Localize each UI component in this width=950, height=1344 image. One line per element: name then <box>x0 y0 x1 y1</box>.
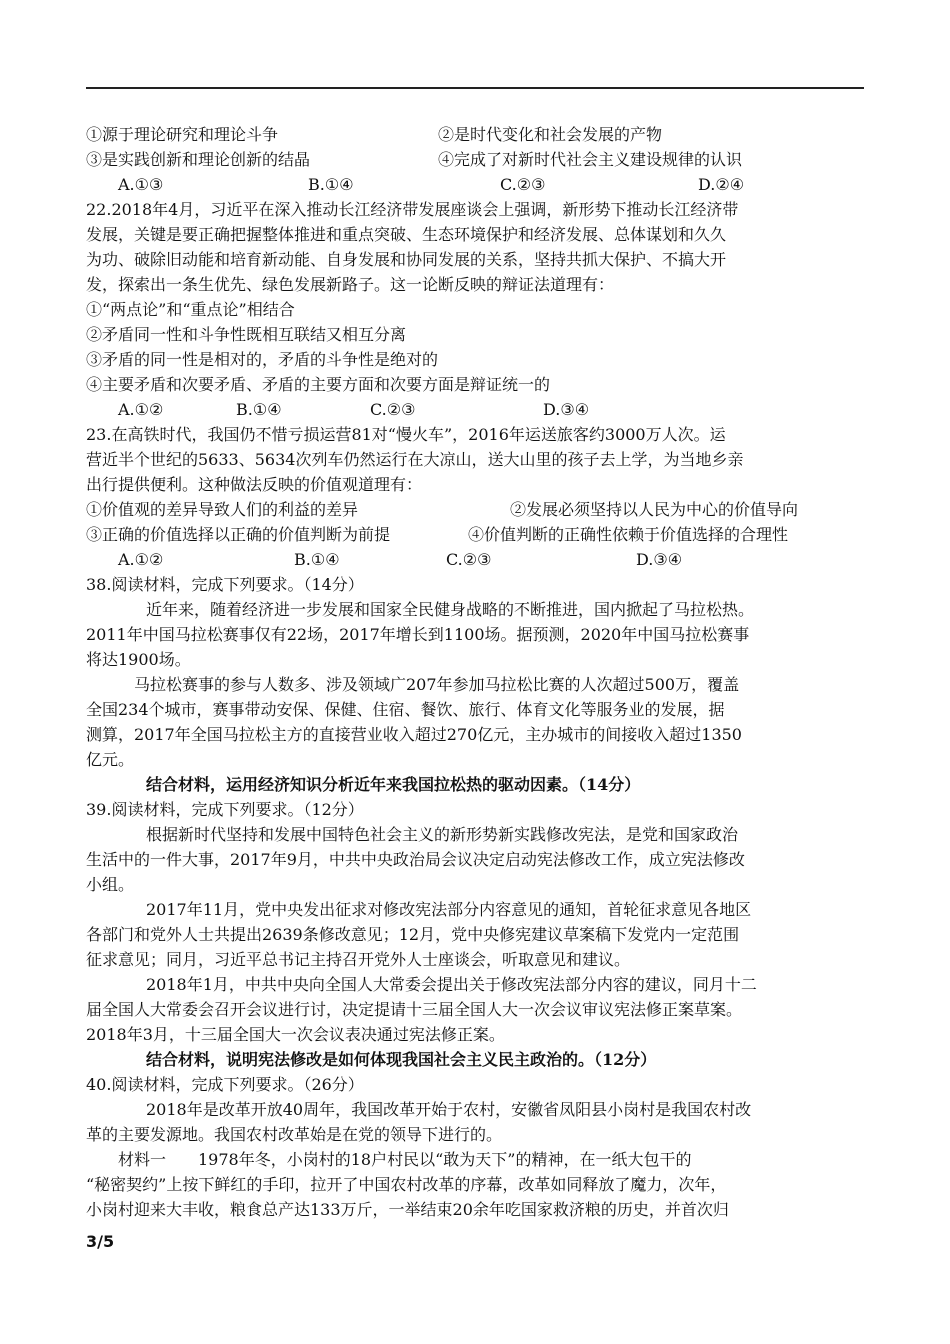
q21-option-4: ④完成了对新时代社会主义建设规律的认识 <box>438 150 743 169</box>
q39-task: 结合材料，说明宪法修改是如何体现我国社会主义民主政治的。（12分） <box>146 1050 657 1069</box>
q40-title: 40.阅读材料，完成下列要求。（26分） <box>86 1075 364 1094</box>
q22-option: ②矛盾同一性和斗争性既相互联结又相互分离 <box>86 325 407 344</box>
q39-paragraph-line: 各部门和党外人士共提出2639条修改意见；12月，党中央修宪建议草案稿下发党内一定范围 <box>86 925 740 944</box>
q21-option-1: ①源于理论研究和理论斗争 <box>86 125 279 144</box>
q23-stem-line: 23.在高铁时代，我国仍不惜亏损运营81对“慢火车”，2016年运送旅客约3000万人次。运 <box>86 425 726 444</box>
q23-option-2: ②发展必须坚持以人民为中心的价值导向 <box>510 500 799 519</box>
q39-paragraph-line: 小组。 <box>86 875 135 894</box>
q39-paragraph-line: 2018年3月，十三届全国大一次会议表决通过宪法修正案。 <box>86 1025 505 1044</box>
q21-choice-a: A.①③ <box>118 175 164 194</box>
q23-option-3: ③正确的价值选择以正确的价值判断为前提 <box>86 525 391 544</box>
q38-paragraph-line: 测算，2017年全国马拉松主方的直接营业收入超过270亿元，主办城市的间接收入超过1350 <box>86 725 742 744</box>
q22-stem-line: 发展，关键是要正确把握整体推进和重点突破、生态环境保护和经济发展、总体谋划和久久 <box>86 225 727 244</box>
q22-stem-line: 22.2018年4月，习近平在深入推动长江经济带发展座谈会上强调，新形势下推动长江经济带 <box>86 200 739 219</box>
q40-paragraph-line: 2018年是改革开放40周年，我国改革开始于农村，安徽省凤阳县小岗村是我国农村改 <box>146 1100 752 1119</box>
page-number: 3/5 <box>86 1232 115 1251</box>
header-rule <box>86 87 864 89</box>
q38-paragraph-line: 马拉松赛事的参与人数多、涉及领域广207年参加马拉松比赛的人次超过500万，覆盖 <box>134 675 740 694</box>
q38-title: 38.阅读材料，完成下列要求。（14分） <box>86 575 364 594</box>
q22-choice-c: C.②③ <box>370 400 416 419</box>
q39-paragraph-line: 2017年11月，党中央发出征求对修改宪法部分内容意见的通知，首轮征求意见各地区 <box>146 900 752 919</box>
q39-paragraph-line: 征求意见；同月，习近平总书记主持召开党外人士座谈会，听取意见和建议。 <box>86 950 631 969</box>
q21-choice-b: B.①④ <box>308 175 354 194</box>
q21-options-row-2 <box>86 149 742 171</box>
q38-paragraph-line: 全国234个城市，赛事带动安保、保健、住宿、餐饮、旅行、体育文化等服务业的发展，据 <box>86 700 725 719</box>
q38-paragraph-line: 近年来，随着经济进一步发展和国家全民健身战略的不断推进，国内掀起了马拉松热。 <box>146 600 755 619</box>
q38-paragraph-line: 亿元。 <box>86 750 135 769</box>
q40-material-line: 小岗村迎来大丰收，粮食总产达133万斤，一举结束20余年吃国家救济粮的历史，并首次归 <box>86 1200 729 1219</box>
q21-choice-d: D.②④ <box>698 175 745 194</box>
q23-stem-line: 出行提供便利。这种做法反映的价值观道理有： <box>86 475 423 494</box>
q22-stem-line: 为功、破除旧动能和培育新动能、自身发展和协同发展的关系，坚持共抓大保护、不搞大开 <box>86 250 727 269</box>
q39-paragraph-line: 2018年1月，中共中央向全国人大常委会提出关于修改宪法部分内容的建议，同月十二 <box>146 975 757 994</box>
q21-choices <box>118 174 744 196</box>
q23-choices <box>118 549 682 571</box>
q39-paragraph-line: 届全国人大常委会召开会议进行讨，决定提请十三届全国人大一次会议审议宪法修正案草案。 <box>86 1000 743 1019</box>
q23-stem-line: 营近半个世纪的5633、5634次列车仍然运行在大凉山，送大山里的孩子去上学，为当地乡亲 <box>86 450 744 469</box>
q23-options-row-1 <box>86 499 798 521</box>
q40-material-line: “秘密契约”上按下鲜红的手印，拉开了中国农村改革的序幕，改革如同释放了魔力，次年， <box>86 1175 727 1194</box>
q22-option: ③矛盾的同一性是相对的，矛盾的斗争性是绝对的 <box>86 350 439 369</box>
q22-choice-a: A.①② <box>118 400 164 419</box>
q38-paragraph-line: 将达1900场。 <box>86 650 191 669</box>
q39-paragraph-line: 根据新时代坚持和发展中国特色社会主义的新形势新实践修改宪法，是党和国家政治 <box>146 825 739 844</box>
q23-option-4: ④价值判断的正确性依赖于价值选择的合理性 <box>468 525 789 544</box>
q39-title: 39.阅读材料，完成下列要求。（12分） <box>86 800 364 819</box>
q21-option-3: ③是实践创新和理论创新的结晶 <box>86 150 311 169</box>
q21-option-2: ②是时代变化和社会发展的产物 <box>438 125 663 144</box>
q22-option: ①“两点论”和“重点论”相结合 <box>86 300 295 319</box>
q23-choice-a: A.①② <box>118 550 164 569</box>
q38-paragraph-line: 2011年中国马拉松赛事仅有22场，2017年增长到1100场。据预测，2020年中国马拉松赛事 <box>86 625 750 644</box>
q40-paragraph-line: 革的主要发源地。我国农村改革始是在党的领导下进行的。 <box>86 1125 503 1144</box>
q21-choice-c: C.②③ <box>500 175 546 194</box>
q22-choice-d: D.③④ <box>543 400 590 419</box>
q23-options-row-2 <box>86 524 788 546</box>
q38-task: 结合材料，运用经济知识分析近年来我国拉松热的驱动因素。（14分） <box>146 775 641 794</box>
q39-paragraph-line: 生活中的一件大事，2017年9月，中共中央政治局会议决定启动宪法修改工作，成立宪法修改 <box>86 850 745 869</box>
q23-choice-c: C.②③ <box>446 550 492 569</box>
q22-option: ④主要矛盾和次要矛盾、矛盾的主要方面和次要方面是辩证统一的 <box>86 375 551 394</box>
q21-options-row-1 <box>86 124 662 146</box>
q23-option-1: ①价值观的差异导致人们的利益的差异 <box>86 500 359 519</box>
q22-stem-line: 发，探索出一条生优先、绿色发展新路子。这一论断反映的辩证法道理有： <box>86 275 615 294</box>
q23-choice-d: D.③④ <box>636 550 683 569</box>
q40-material-line: 材料一 1978年冬，小岗村的18户村民以“敢为天下”的精神，在一纸大包干的 <box>118 1150 692 1169</box>
q22-choice-b: B.①④ <box>236 400 282 419</box>
q22-choices <box>118 399 589 421</box>
q23-choice-b: B.①④ <box>294 550 340 569</box>
